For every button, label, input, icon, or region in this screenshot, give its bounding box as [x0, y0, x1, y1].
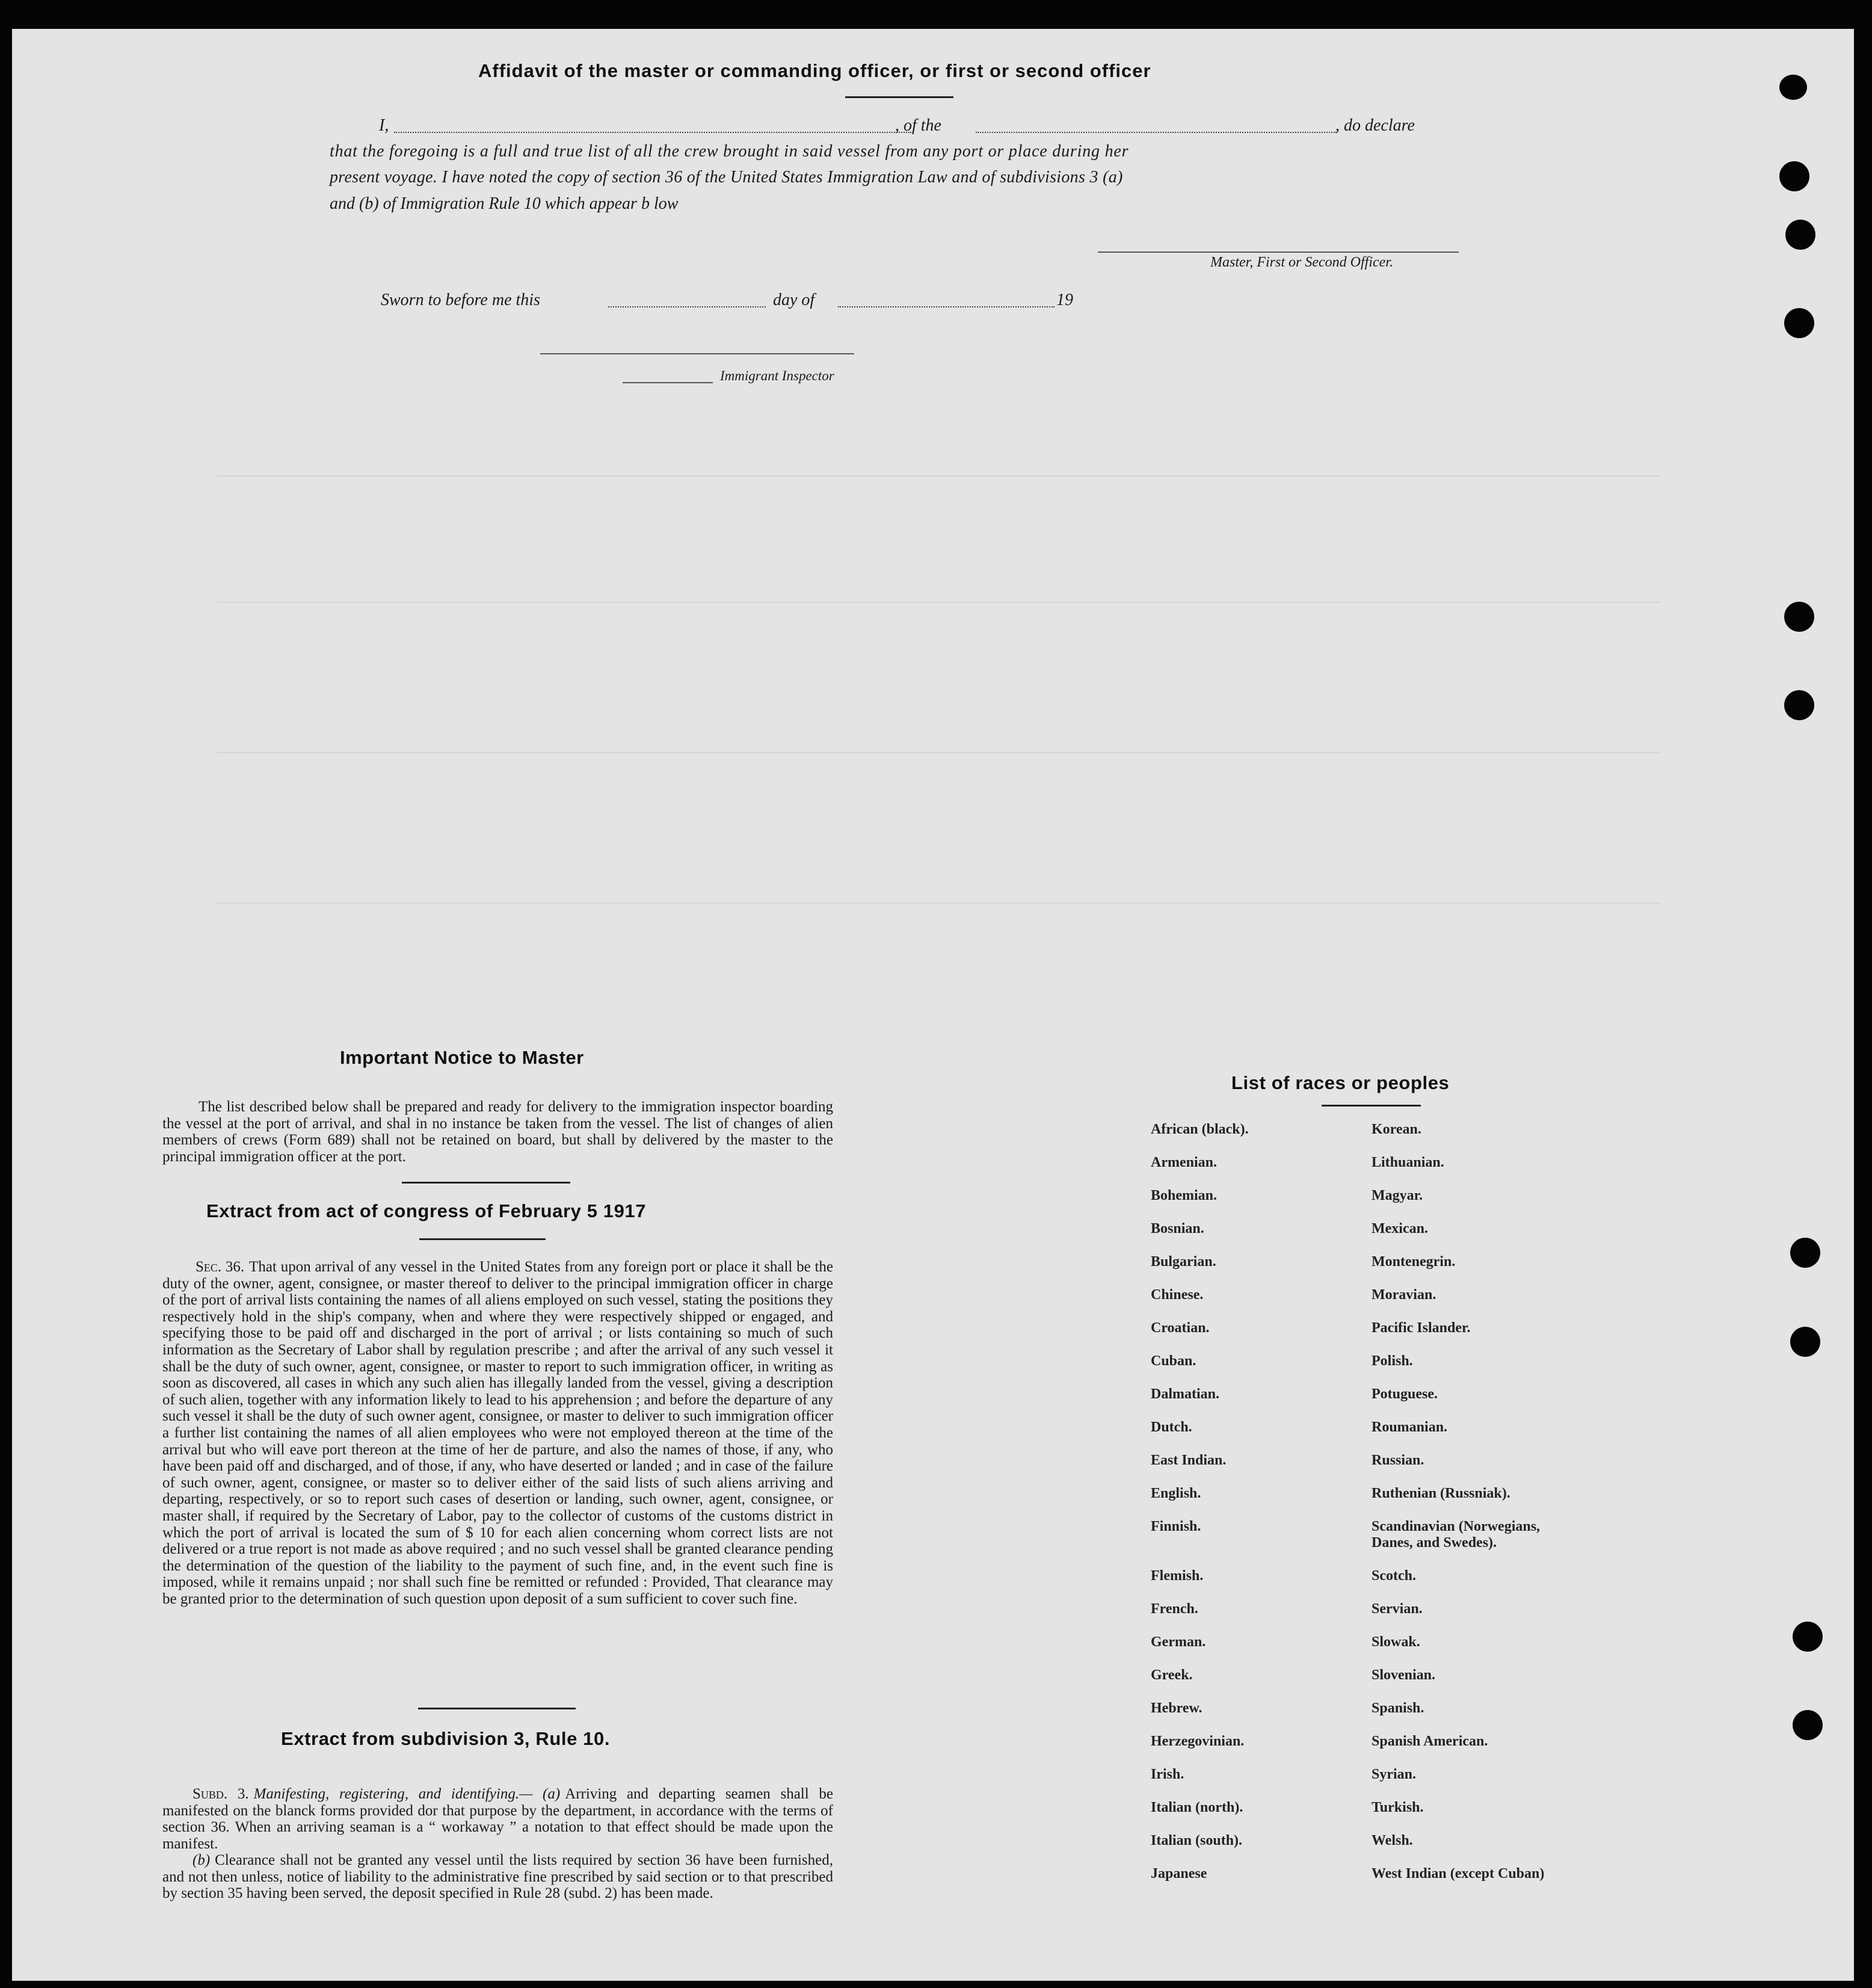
subdivision-3-text	[162, 1786, 833, 1852]
race-item: French.	[1151, 1601, 1198, 1617]
race-item: Armenian.	[1151, 1155, 1217, 1170]
inspector-short-line	[623, 382, 713, 383]
inspector-caption: Immigrant Inspector	[720, 368, 834, 383]
declare-label: , do declare	[1335, 116, 1415, 135]
race-item: Hebrew.	[1151, 1700, 1202, 1716]
subd-heading: Manifesting, registering, and identifying.— (a)	[253, 1786, 561, 1802]
race-item: Bosnian.	[1151, 1221, 1204, 1236]
race-item: Korean.	[1372, 1122, 1421, 1137]
race-item: Magyar.	[1372, 1188, 1423, 1203]
race-item: Dalmatian.	[1151, 1386, 1219, 1402]
race-item: Japanese	[1151, 1866, 1207, 1881]
affidavit-line-1	[379, 116, 1459, 138]
section-36-text	[162, 1259, 833, 1607]
section-36-body: That upon arrival of any vessel in the United States from any foreign port or place it shall be the duty of the owner, agent, consignee, or master thereof to deliver to the principal immigration officer in charge of the port of arrival lists containing the names of all aliens employed on such vessel, stating the positions they respectively hold in the ship's company, when and where they were respectively shipped or engaged, and specifying those to be paid off and discharged in the port of arrival ; or lists containing so much of such information as the Secretary of Labor shall by regulation prescribe ; and after the arrival of any such vessel it shall be the duty of such owner, agent, consignee, or master to report to such immigration officer, in writing as soon as discovered, all cases in which any such alien has illegally landed from the vessel, giving a description of such alien, together with any information likely to lead to his apprehension ; and before the departure of any such vessel it shall be the duty of such owner agent, consignee, or master to deliver to such immigration officer a further list containing the names of all alien employees who were not employed thereon at the time of the arrival but who will eave port thereon at the time of her de parture, and also the names of those, if any, who have been paid off and discharged, and of those, if any, who have deserted or landed ; and in case of the failure of such owner, agent, consignee, or master so to deliver either of the said lists of such aliens arriving and departing, respectively, or so to report such cases of desertion or landing, such owner, agent, consignee, or master shall, if required by the Secretary of Labor, pay to the collector of customs of the customs district in which the port of arrival is located the sum of $ 10 for each alien concerning whom correct lists are not delivered or a true report is not made as above required ; and no such vessel shall be granted clearance pending the determination of the question of the liability to the payment of such fine, and, in the event such fine is imposed, while it remains unpaid ; nor shall such fine be remitted or refunded : Provided, That clearance may be granted prior to the determination of such question upon deposit of a sum sufficient to cover such fine.	[162, 1259, 834, 1607]
race-item: Flemish.	[1151, 1568, 1204, 1584]
race-item: Servian.	[1372, 1601, 1423, 1617]
race-item: Welsh.	[1372, 1833, 1413, 1848]
race-item: Mexican.	[1372, 1221, 1428, 1236]
race-item: Cuban.	[1151, 1353, 1196, 1369]
subd-b-label: (b)	[192, 1852, 211, 1868]
race-item: Dutch.	[1151, 1419, 1192, 1435]
extract-act-title: Extract from act of congress of February 5 1917	[206, 1200, 647, 1221]
affidavit-i-label: I,	[379, 116, 389, 135]
race-item: Syrian.	[1372, 1767, 1417, 1782]
race-item: Bulgarian.	[1151, 1254, 1216, 1270]
race-item: English.	[1151, 1486, 1201, 1501]
race-item: Montenegrin.	[1372, 1254, 1456, 1270]
punch-hole	[1784, 602, 1814, 632]
race-item: East Indian.	[1151, 1452, 1227, 1468]
race-item: German.	[1151, 1634, 1206, 1650]
punch-hole	[1793, 1622, 1823, 1652]
punch-hole	[1779, 75, 1807, 100]
sworn-day-field[interactable]	[608, 306, 766, 307]
notice-text: The list described below shall be prepared and ready for delivery to the immigration inspector boarding the vessel at the port of arrival, and shal in no instance be taken from the vessel. The list of changes of alien members of crews (Form 689) shall not be retained on board, but shall by delivered by the master to the principal immigration officer at the port.	[162, 1099, 833, 1165]
title-underline	[419, 1238, 546, 1240]
subd-label: Subd. 3.	[192, 1786, 249, 1802]
punch-hole	[1784, 308, 1814, 338]
race-item: Spanish American.	[1372, 1733, 1488, 1749]
of-the-label: , of the	[895, 116, 941, 135]
race-item: Roumanian.	[1372, 1419, 1448, 1435]
title-underline	[845, 96, 953, 98]
race-item: Slowak.	[1372, 1634, 1420, 1650]
race-item: Herzegovinian.	[1151, 1733, 1245, 1749]
vessel-name-field[interactable]	[976, 132, 1337, 133]
race-item: Finnish.	[1151, 1519, 1201, 1534]
punch-hole	[1793, 1710, 1823, 1740]
title-underline	[1322, 1105, 1421, 1107]
race-item: Bohemian.	[1151, 1188, 1218, 1203]
race-item: Potuguese.	[1372, 1386, 1438, 1402]
race-item: Turkish.	[1372, 1800, 1424, 1815]
sworn-month-field[interactable]	[838, 306, 1055, 307]
race-item: Ruthenian (Russniak).	[1372, 1486, 1510, 1501]
section-label: Sec. 36.	[196, 1259, 245, 1275]
document-page	[12, 29, 1854, 1981]
divider	[402, 1182, 570, 1184]
race-item: Croatian.	[1151, 1320, 1210, 1336]
sworn-line	[381, 291, 1085, 312]
race-item: Italian (north).	[1151, 1800, 1243, 1815]
sworn-label: Sworn to before me this	[381, 291, 540, 309]
race-item: Spanish.	[1372, 1700, 1424, 1716]
punch-hole	[1779, 161, 1809, 191]
subd-text-b: Clearance shall not be granted any vessel until the lists required by section 36 have been furnished, and not then unless, notice of liability to the administrative fine prescribed by said section or to that prescribed by section 35 having been served, the deposit specified in Rule 28 (subd. 2) has been made.	[162, 1852, 833, 1902]
officer-signature-line[interactable]	[1098, 252, 1459, 253]
affidavit-line-3: present voyage. I have noted the copy of section 36 of the United States Immigration Law and of subdivisions 3 (a)	[330, 168, 1123, 187]
year-prefix: 19	[1056, 291, 1073, 309]
punch-hole	[1790, 1238, 1820, 1268]
extract-rule-title: Extract from subdivision 3, Rule 10.	[281, 1728, 611, 1749]
race-item: Greek.	[1151, 1667, 1193, 1683]
race-item: Chinese.	[1151, 1287, 1204, 1303]
race-item: Russian.	[1372, 1452, 1424, 1468]
race-item: Italian (south).	[1151, 1833, 1243, 1848]
race-item: Lithuanian.	[1372, 1155, 1444, 1170]
day-of-label: day of	[773, 291, 815, 309]
race-item: Scandinavian (Norwegians, Danes, and Swedes).	[1372, 1519, 1541, 1551]
races-title: List of races or peoples	[1231, 1072, 1450, 1093]
affidavit-line-4: and (b) of Immigration Rule 10 which appear b low	[330, 194, 679, 213]
race-item: West Indian (except Cuban)	[1372, 1866, 1545, 1881]
punch-hole	[1784, 690, 1814, 720]
signature-caption: Master, First or Second Officer.	[1210, 255, 1393, 270]
race-item: Polish.	[1372, 1353, 1413, 1369]
punch-hole	[1790, 1327, 1820, 1357]
race-item: Slovenian.	[1372, 1667, 1436, 1683]
race-item: Scotch.	[1372, 1568, 1416, 1584]
subdivision-b-text	[162, 1852, 833, 1902]
race-item: African (black).	[1151, 1122, 1249, 1137]
inspector-signature-line[interactable]	[540, 353, 854, 354]
divider	[418, 1708, 576, 1709]
race-item: Pacific Islander.	[1372, 1320, 1471, 1336]
subd-text-a: Arriving and departing seamen shall be manifested on the blanck forms provided dor that purpose by the department, in accordance with the terms of section 36. When an arriving seaman is a “ workaway ” a notation to that effect should be made upon the manifest.	[162, 1786, 833, 1852]
race-item: Irish.	[1151, 1767, 1184, 1782]
notice-title: Important Notice to Master	[340, 1047, 584, 1068]
race-item: Moravian.	[1372, 1287, 1436, 1303]
punch-hole	[1785, 220, 1815, 250]
affidavit-title: Affidavit of the master or commanding officer, or first or second officer	[478, 60, 1151, 81]
master-name-field[interactable]	[394, 132, 911, 133]
affidavit-line-2: that the foregoing is a full and true list of all the crew brought in said vessel from any port or place during her	[330, 142, 1129, 161]
